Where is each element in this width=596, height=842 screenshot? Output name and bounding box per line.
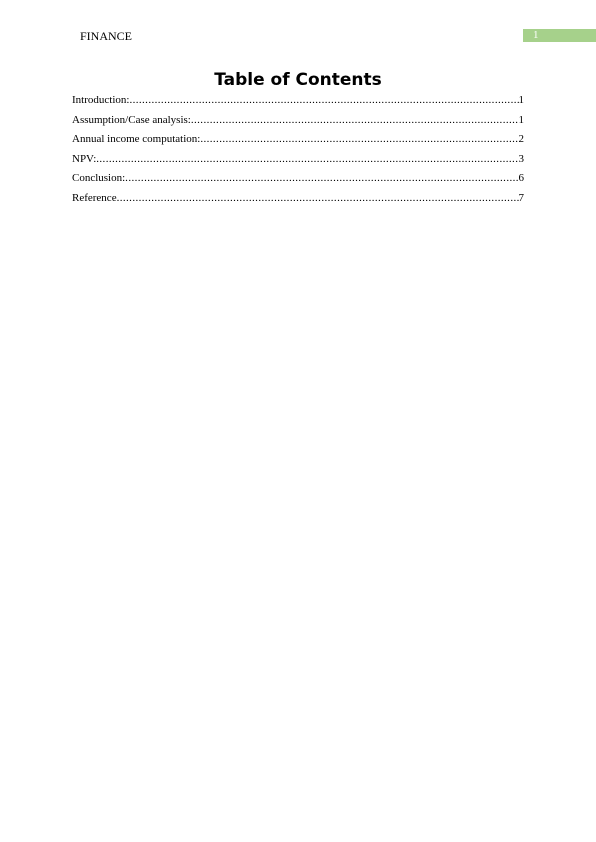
toc-entry-page: 2 — [518, 133, 524, 146]
toc-list — [72, 92, 524, 210]
toc-entry-reference[interactable] — [72, 190, 524, 210]
header-title: FINANCE — [80, 29, 133, 43]
toc-dot-leader — [96, 151, 518, 167]
toc-dot-leader — [129, 92, 518, 108]
toc-entry-page: 3 — [518, 152, 524, 165]
toc-dot-leader — [200, 131, 518, 147]
toc-entry-label: Conclusion: — [72, 172, 126, 185]
toc-entry-page: 6 — [518, 172, 524, 185]
toc-entry-conclusion[interactable] — [72, 170, 524, 190]
toc-entry-introduction[interactable] — [72, 92, 524, 112]
toc-dot-leader — [191, 112, 519, 128]
page-number-badge — [523, 29, 596, 42]
toc-entry-label: Annual income computation: — [72, 133, 201, 146]
toc-dot-leader — [125, 170, 518, 186]
toc-heading: Table of Contents — [214, 70, 382, 90]
page-number: 1 — [533, 29, 539, 41]
toc-entry-label: Assumption/Case analysis: — [72, 113, 191, 126]
toc-entry-page: 7 — [518, 191, 524, 204]
toc-entry-annual-income[interactable] — [72, 131, 524, 151]
toc-entry-label: Introduction: — [72, 94, 130, 106]
toc-entry-page: 1 — [518, 94, 524, 106]
toc-entry-npv[interactable] — [72, 151, 524, 171]
toc-entry-page: 1 — [518, 113, 524, 126]
toc-entry-label: Reference — [72, 191, 117, 204]
toc-entry-assumption[interactable] — [72, 112, 524, 132]
toc-dot-leader — [117, 190, 519, 206]
toc-entry-label: NPV: — [72, 152, 97, 165]
